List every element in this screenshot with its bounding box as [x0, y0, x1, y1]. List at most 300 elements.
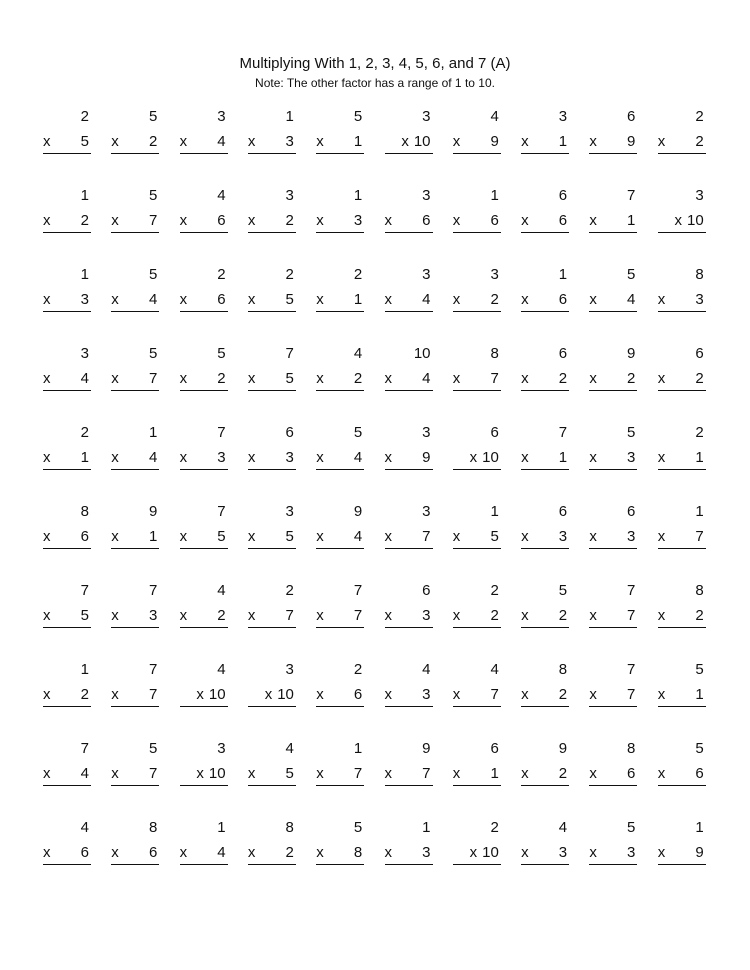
worksheet-title: Multiplying With 1, 2, 3, 4, 5, 6, and 7 (A) [239, 55, 511, 72]
times-sign: x [657, 133, 666, 150]
answer-line [180, 864, 228, 865]
multiplicand: 4 [217, 582, 226, 599]
problem [43, 582, 91, 630]
multiplier: 5 [285, 370, 294, 387]
times-sign: x [589, 607, 597, 624]
multiplicand: 5 [695, 740, 704, 757]
answer-line [589, 311, 637, 312]
problem [521, 582, 569, 630]
multiplicand: 3 [695, 187, 704, 204]
worksheet-note: Note: The other factor has a range of 1 to 10. [255, 76, 495, 90]
times-sign: x [384, 212, 392, 229]
multiplier: 2 [80, 212, 89, 229]
problem [43, 503, 91, 551]
multiplier-line [521, 449, 567, 467]
times-sign: x [469, 449, 478, 466]
multiplier-line [385, 765, 431, 783]
multiplicand: 3 [422, 503, 431, 520]
answer-line [658, 311, 706, 312]
multiplier-line [248, 212, 294, 230]
answer-line [453, 706, 501, 707]
multiplier-line [658, 212, 704, 230]
multiplier: 7 [148, 212, 158, 229]
multiplier: 2 [490, 291, 499, 308]
times-sign: x [43, 370, 51, 387]
problem [521, 503, 569, 551]
multiplier-line [658, 133, 704, 151]
answer-line [43, 232, 91, 233]
times-sign: x [111, 449, 119, 466]
times-sign: x [247, 291, 256, 308]
multiplier: 6 [558, 291, 568, 308]
problem [521, 345, 569, 393]
multiplier-line [658, 607, 704, 625]
problem [385, 424, 433, 472]
multiplier-line [658, 449, 704, 467]
multiplier-line [180, 844, 226, 862]
multiplier-line [248, 844, 294, 862]
problem [180, 108, 228, 156]
multiplier: 2 [217, 370, 226, 387]
times-sign: x [179, 291, 188, 308]
multiplicand: 9 [148, 503, 158, 520]
answer-line [43, 864, 91, 865]
multiplicand: 1 [285, 108, 294, 125]
answer-line [316, 153, 364, 154]
problem [316, 266, 364, 314]
answer-line [43, 311, 91, 312]
multiplier-line [589, 607, 635, 625]
multiplier-line [316, 765, 362, 783]
answer-line [43, 785, 91, 786]
multiplier: 9 [490, 133, 499, 150]
problem [248, 740, 296, 788]
multiplicand: 7 [285, 345, 294, 362]
answer-line [658, 548, 706, 549]
multiplicand: 4 [490, 108, 499, 125]
multiplier-line [385, 370, 431, 388]
multiplier: 2 [80, 686, 89, 703]
multiplier: 5 [285, 291, 294, 308]
multiplicand: 7 [627, 582, 636, 599]
answer-line [385, 390, 433, 391]
times-sign: x [111, 686, 119, 703]
multiplier-line [589, 449, 635, 467]
multiplicand: 7 [148, 661, 158, 678]
multiplier: 6 [627, 765, 636, 782]
multiplier-line [521, 765, 567, 783]
times-sign: x [247, 765, 256, 782]
multiplier-line [180, 370, 226, 388]
multiplicand: 4 [558, 819, 568, 836]
answer-line [316, 390, 364, 391]
multiplier-line [248, 528, 294, 546]
answer-line [453, 864, 501, 865]
multiplicand: 7 [217, 424, 226, 441]
answer-line [316, 706, 364, 707]
multiplier: 6 [148, 844, 158, 861]
answer-line [589, 627, 637, 628]
times-sign: x [384, 765, 392, 782]
multiplier: 7 [627, 686, 636, 703]
times-sign: x [179, 370, 188, 387]
times-sign: x [657, 449, 666, 466]
multiplier: 4 [422, 291, 431, 308]
times-sign: x [316, 133, 324, 150]
problem [658, 108, 706, 156]
multiplicand: 1 [490, 187, 499, 204]
multiplier-line [589, 765, 635, 783]
multiplier: 3 [695, 291, 704, 308]
multiplicand: 9 [627, 345, 636, 362]
problem [385, 108, 433, 156]
problem [521, 819, 569, 867]
multiplicand: 1 [353, 740, 363, 757]
multiplier: 6 [80, 844, 89, 861]
problem [43, 108, 91, 156]
multiplicand: 3 [285, 503, 294, 520]
problem [316, 819, 364, 867]
multiplier: 6 [695, 765, 704, 782]
multiplicand: 5 [353, 424, 363, 441]
multiplier-line [111, 607, 157, 625]
problem [658, 819, 706, 867]
multiplier-line [111, 449, 157, 467]
problem [589, 740, 637, 788]
multiplier-line [111, 291, 157, 309]
times-sign: x [43, 686, 51, 703]
multiplicand: 1 [558, 266, 568, 283]
multiplier: 4 [148, 449, 158, 466]
multiplier: 3 [558, 844, 568, 861]
multiplier-line [43, 291, 89, 309]
multiplier: 7 [490, 686, 499, 703]
problem [316, 582, 364, 630]
multiplicand: 8 [558, 661, 568, 678]
multiplier: 7 [490, 370, 499, 387]
times-sign: x [111, 291, 119, 308]
answer-line [385, 548, 433, 549]
multiplicand: 3 [558, 108, 568, 125]
multiplier-line [589, 686, 635, 704]
answer-line [316, 864, 364, 865]
times-sign: x [43, 528, 51, 545]
problem [453, 740, 501, 788]
multiplier-line [658, 686, 704, 704]
problem [111, 108, 159, 156]
problem [248, 819, 296, 867]
problem [453, 345, 501, 393]
problem [658, 424, 706, 472]
times-sign: x [111, 844, 119, 861]
multiplier: 6 [217, 212, 226, 229]
answer-line [316, 232, 364, 233]
problem [248, 503, 296, 551]
answer-line [180, 232, 228, 233]
multiplier-line [43, 212, 89, 230]
multiplier: 1 [695, 686, 704, 703]
times-sign: x [657, 607, 666, 624]
multiplicand: 5 [217, 345, 226, 362]
multiplier-line [453, 133, 499, 151]
problem [453, 187, 501, 235]
answer-line [658, 153, 706, 154]
multiplier-line [385, 449, 431, 467]
answer-line [43, 627, 91, 628]
multiplier-line [316, 528, 362, 546]
multiplier: 4 [353, 528, 363, 545]
multiplier-line [453, 212, 499, 230]
multiplicand: 5 [627, 266, 636, 283]
times-sign: x [589, 765, 597, 782]
multiplier-line [180, 133, 226, 151]
multiplier-line [180, 291, 226, 309]
answer-line [43, 153, 91, 154]
multiplicand: 2 [80, 424, 89, 441]
multiplier: 3 [627, 844, 636, 861]
multiplier-line [658, 291, 704, 309]
multiplicand: 2 [285, 582, 294, 599]
multiplier-line [658, 844, 704, 862]
times-sign: x [179, 449, 188, 466]
multiplier-line [521, 212, 567, 230]
times-sign: x [247, 528, 256, 545]
problem [111, 187, 159, 235]
problem [111, 345, 159, 393]
multiplier-line [589, 370, 635, 388]
times-sign: x [589, 133, 597, 150]
times-sign: x [452, 528, 461, 545]
times-sign: x [43, 212, 51, 229]
multiplicand: 4 [217, 661, 226, 678]
answer-line [453, 469, 501, 470]
multiplicand: 3 [285, 661, 294, 678]
multiplicand: 8 [695, 266, 704, 283]
multiplier: 2 [558, 370, 568, 387]
multiplier: 10 [413, 133, 431, 150]
problem [316, 345, 364, 393]
multiplier-line [385, 528, 431, 546]
times-sign: x [43, 607, 51, 624]
multiplier: 3 [627, 528, 636, 545]
multiplicand: 8 [490, 345, 499, 362]
answer-line [521, 469, 569, 470]
multiplier: 5 [285, 528, 294, 545]
multiplicand: 5 [558, 582, 568, 599]
multiplicand: 2 [353, 266, 363, 283]
multiplicand: 6 [558, 345, 568, 362]
problem [111, 266, 159, 314]
answer-line [521, 232, 569, 233]
multiplicand: 3 [217, 108, 226, 125]
multiplicand: 3 [422, 187, 431, 204]
times-sign: x [657, 370, 666, 387]
multiplicand: 5 [353, 819, 363, 836]
problem [248, 345, 296, 393]
problem [111, 819, 159, 867]
multiplier-line [385, 844, 431, 862]
multiplier: 6 [80, 528, 89, 545]
answer-line [521, 548, 569, 549]
multiplier: 4 [217, 133, 226, 150]
times-sign: x [316, 844, 324, 861]
answer-line [180, 627, 228, 628]
multiplier: 4 [627, 291, 636, 308]
multiplier-line [385, 291, 431, 309]
times-sign: x [247, 370, 256, 387]
problem [248, 582, 296, 630]
multiplier: 7 [627, 607, 636, 624]
problem [43, 266, 91, 314]
multiplicand: 1 [217, 819, 226, 836]
multiplier-line [316, 133, 362, 151]
times-sign: x [111, 528, 119, 545]
problem [658, 345, 706, 393]
problem [180, 424, 228, 472]
answer-line [385, 469, 433, 470]
times-sign: x [589, 370, 597, 387]
multiplier: 10 [208, 765, 226, 782]
multiplier-line [453, 370, 499, 388]
problem [180, 661, 228, 709]
multiplier: 9 [627, 133, 636, 150]
answer-line [385, 706, 433, 707]
multiplicand: 2 [695, 424, 704, 441]
answer-line [589, 469, 637, 470]
answer-line [385, 864, 433, 865]
multiplier: 2 [558, 607, 568, 624]
problem [316, 740, 364, 788]
times-sign: x [452, 291, 461, 308]
problem [385, 503, 433, 551]
multiplier: 6 [353, 686, 363, 703]
multiplier-line [316, 212, 362, 230]
answer-line [521, 785, 569, 786]
problem [180, 582, 228, 630]
multiplicand: 8 [627, 740, 636, 757]
answer-line [111, 153, 159, 154]
multiplicand: 8 [80, 503, 89, 520]
times-sign: x [43, 844, 51, 861]
times-sign: x [316, 528, 324, 545]
multiplier: 4 [422, 370, 431, 387]
times-sign: x [179, 528, 188, 545]
multiplier-line [589, 844, 635, 862]
times-sign: x [674, 212, 682, 229]
answer-line [521, 153, 569, 154]
times-sign: x [384, 370, 392, 387]
multiplier: 7 [148, 686, 158, 703]
multiplier: 6 [558, 212, 568, 229]
problem [43, 424, 91, 472]
answer-line [180, 390, 228, 391]
multiplier-line [521, 686, 567, 704]
multiplicand: 1 [80, 661, 89, 678]
answer-line [43, 390, 91, 391]
multiplier-line [589, 528, 635, 546]
multiplier-line [521, 607, 567, 625]
answer-line [453, 390, 501, 391]
problem [43, 187, 91, 235]
problem [589, 345, 637, 393]
answer-line [385, 232, 433, 233]
times-sign: x [589, 686, 597, 703]
problem [43, 661, 91, 709]
problem [248, 661, 296, 709]
multiplicand: 6 [695, 345, 704, 362]
multiplier-line [43, 607, 89, 625]
multiplier: 10 [482, 449, 499, 466]
answer-line [658, 785, 706, 786]
multiplicand: 1 [80, 266, 89, 283]
multiplicand: 2 [285, 266, 294, 283]
answer-line [43, 469, 91, 470]
multiplier: 3 [353, 212, 363, 229]
times-sign: x [589, 212, 597, 229]
times-sign: x [264, 686, 273, 703]
multiplicand: 4 [285, 740, 294, 757]
times-sign: x [452, 212, 461, 229]
problem [521, 740, 569, 788]
multiplier: 10 [277, 686, 294, 703]
answer-line [589, 706, 637, 707]
times-sign: x [43, 765, 51, 782]
times-sign: x [384, 449, 392, 466]
multiplier-line [43, 449, 89, 467]
multiplier-line [248, 370, 294, 388]
multiplicand: 4 [217, 187, 226, 204]
multiplicand: 1 [148, 424, 158, 441]
answer-line [453, 627, 501, 628]
multiplier-line [453, 607, 499, 625]
answer-line [453, 785, 501, 786]
multiplier: 8 [353, 844, 363, 861]
answer-line [111, 232, 159, 233]
times-sign: x [469, 844, 478, 861]
multiplicand: 5 [627, 819, 636, 836]
problem [111, 503, 159, 551]
multiplicand: 4 [422, 661, 431, 678]
answer-line [248, 232, 296, 233]
problem [111, 740, 159, 788]
multiplier: 2 [558, 686, 568, 703]
problem [248, 424, 296, 472]
times-sign: x [247, 133, 256, 150]
problem [521, 266, 569, 314]
answer-line [316, 469, 364, 470]
multiplier-line [43, 765, 89, 783]
times-sign: x [589, 844, 597, 861]
multiplier-line [248, 765, 294, 783]
multiplier-line [385, 686, 431, 704]
multiplier: 6 [217, 291, 226, 308]
multiplier: 10 [482, 844, 499, 861]
multiplier: 2 [627, 370, 636, 387]
answer-line [453, 153, 501, 154]
times-sign: x [111, 212, 119, 229]
multiplier-line [248, 291, 294, 309]
multiplier-line [589, 291, 635, 309]
multiplier-line [111, 686, 157, 704]
problem [385, 661, 433, 709]
multiplier: 1 [490, 765, 499, 782]
multiplier: 1 [558, 449, 568, 466]
times-sign: x [452, 607, 461, 624]
problem [589, 424, 637, 472]
answer-line [521, 311, 569, 312]
problem [43, 819, 91, 867]
times-sign: x [43, 291, 51, 308]
